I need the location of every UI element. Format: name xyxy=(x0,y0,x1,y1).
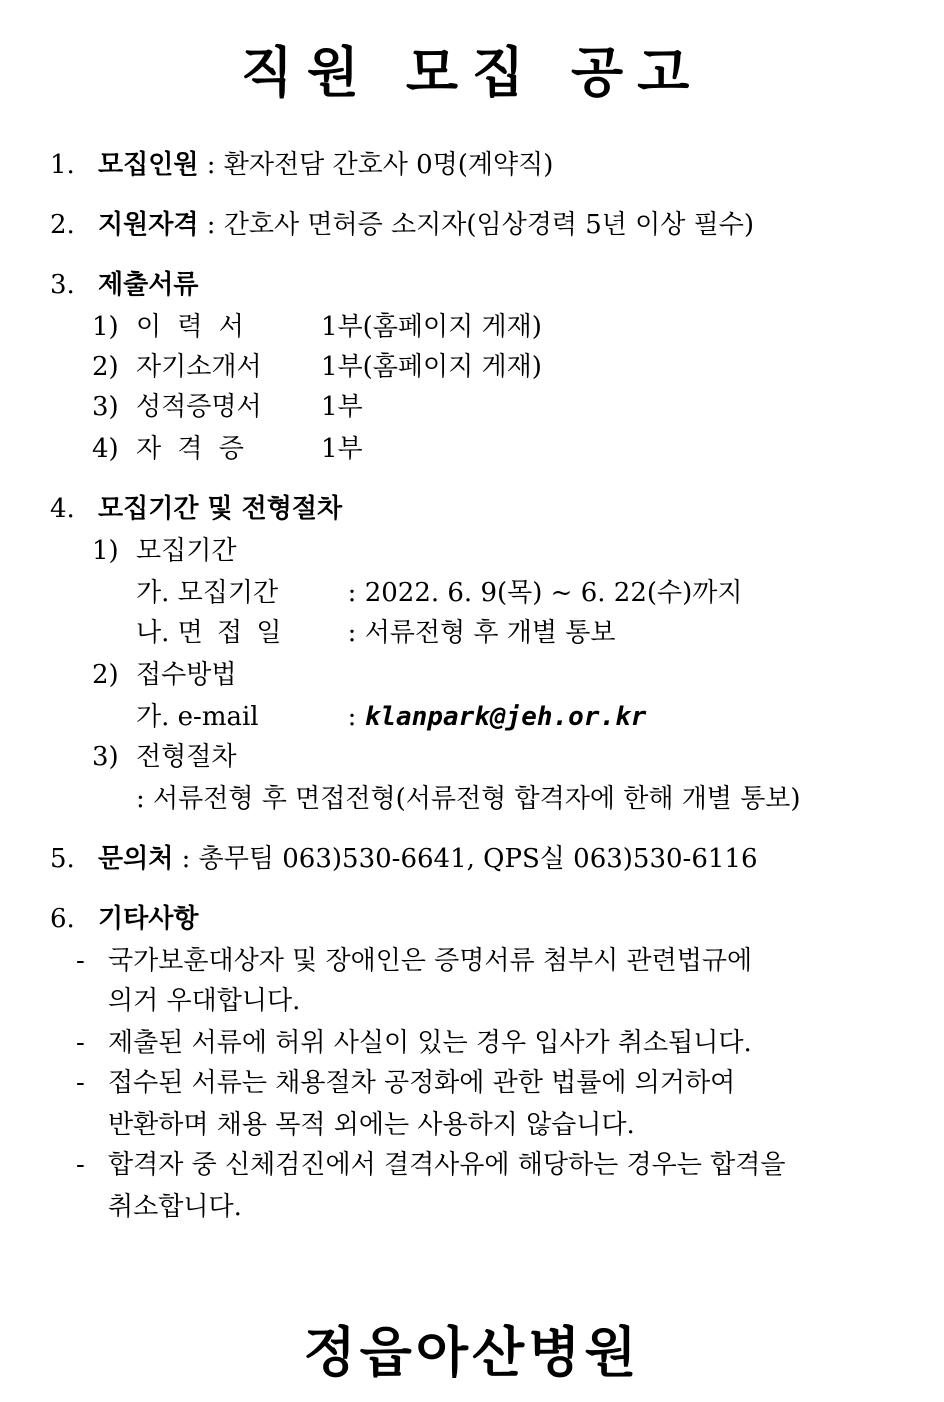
section-heading: 모집기간 및 전형절차 xyxy=(98,494,343,524)
row-mark: 나. xyxy=(136,618,170,648)
dash: - xyxy=(76,1150,85,1180)
note-bullet xyxy=(76,1026,752,1060)
period-value: 2022. 6. 9(목) ~ 6. 22(수)까지 xyxy=(364,578,743,608)
item-count: 1부(홈페이지 게재) xyxy=(321,352,542,382)
item-number: 3) xyxy=(92,742,119,772)
item-label: 전형절차 xyxy=(136,742,237,772)
item-number: 1) xyxy=(92,312,119,342)
subsection-procedure xyxy=(92,740,236,774)
separator: : xyxy=(181,844,191,874)
section-documents xyxy=(50,268,198,302)
item-label: 성적증명서 xyxy=(136,392,262,422)
row-mark: 가. xyxy=(136,578,170,608)
note-continuation: 취소합니다. xyxy=(108,1192,242,1222)
row-label: e-mail xyxy=(177,702,259,732)
list-item xyxy=(92,390,363,424)
section-contact xyxy=(50,842,758,876)
item-count: 1부 xyxy=(321,392,363,422)
item-number: 4) xyxy=(92,434,119,464)
page-title: 직원 모집 공고 xyxy=(240,40,704,104)
section-heading: 모집인원 xyxy=(98,150,199,180)
item-number: 2) xyxy=(92,352,119,382)
contact-text: 총무팀 063)530-6641, QPS실 063)530-6116 xyxy=(198,844,758,874)
section-period-procedure xyxy=(50,492,342,526)
hospital-name: 정읍아산병원 xyxy=(303,1320,641,1384)
separator: : xyxy=(347,618,357,648)
dash: - xyxy=(76,1028,85,1058)
note-text: 국가보훈대상자 및 장애인은 증명서류 첨부시 관련법규에 xyxy=(108,946,753,976)
section-number: 4. xyxy=(50,494,75,524)
separator: : xyxy=(206,210,216,240)
section-text: 환자전담 간호사 0명(계약직) xyxy=(223,150,554,180)
section-qualification xyxy=(50,208,754,242)
item-label: 모집기간 xyxy=(136,536,237,566)
separator: : xyxy=(347,578,357,608)
item-count: 1부 xyxy=(321,434,363,464)
item-number: 3) xyxy=(92,392,119,422)
interview-row xyxy=(136,616,616,650)
section-recruitment-count xyxy=(50,148,553,182)
procedure-text: : 서류전형 후 면접전형(서류전형 합격자에 한해 개별 통보) xyxy=(136,784,801,814)
item-label: 자 격 증 xyxy=(136,434,248,464)
note-bullet xyxy=(76,944,752,978)
note-text: 접수된 서류는 채용절차 공정화에 관한 법률에 의거하여 xyxy=(108,1068,736,1098)
item-number: 1) xyxy=(92,536,119,566)
row-mark: 가. xyxy=(136,702,170,732)
item-label: 자기소개서 xyxy=(136,352,262,382)
section-heading: 문의처 xyxy=(98,844,174,874)
email-link[interactable]: klanpark@jeh.or.kr xyxy=(364,702,647,732)
item-count: 1부(홈페이지 게재) xyxy=(321,312,542,342)
note-bullet xyxy=(76,1148,786,1182)
subsection-period xyxy=(92,534,236,568)
list-item xyxy=(92,432,363,466)
section-heading: 기타사항 xyxy=(98,904,199,934)
item-label: 접수방법 xyxy=(136,660,237,690)
dash: - xyxy=(76,946,85,976)
section-number: 3. xyxy=(50,270,75,300)
note-text: 제출된 서류에 허위 사실이 있는 경우 입사가 취소됩니다. xyxy=(108,1028,752,1058)
list-item xyxy=(92,350,542,384)
section-number: 5. xyxy=(50,844,75,874)
period-row xyxy=(136,576,743,610)
section-text: 간호사 면허증 소지자(임상경력 5년 이상 필수) xyxy=(223,210,755,240)
note-bullet xyxy=(76,1066,735,1100)
section-heading: 제출서류 xyxy=(98,270,199,300)
subsection-submission xyxy=(92,658,236,692)
section-number: 1. xyxy=(50,150,75,180)
row-label: 면 접 일 xyxy=(177,618,285,648)
note-continuation: 의거 우대합니다. xyxy=(108,986,301,1016)
email-row xyxy=(136,700,646,734)
section-number: 2. xyxy=(50,210,75,240)
section-notes xyxy=(50,902,198,936)
interview-value: 서류전형 후 개별 통보 xyxy=(364,618,616,648)
item-label: 이 력 서 xyxy=(136,312,248,342)
separator: : xyxy=(347,702,357,732)
note-continuation: 반환하며 채용 목적 외에는 사용하지 않습니다. xyxy=(108,1110,635,1140)
list-item xyxy=(92,310,542,344)
separator: : xyxy=(206,150,216,180)
note-text: 합격자 중 신체검진에서 결격사유에 해당하는 경우는 합격을 xyxy=(108,1150,786,1180)
dash: - xyxy=(76,1068,85,1098)
row-label: 모집기간 xyxy=(177,578,279,608)
section-heading: 지원자격 xyxy=(98,210,199,240)
item-number: 2) xyxy=(92,660,119,690)
section-number: 6. xyxy=(50,904,75,934)
